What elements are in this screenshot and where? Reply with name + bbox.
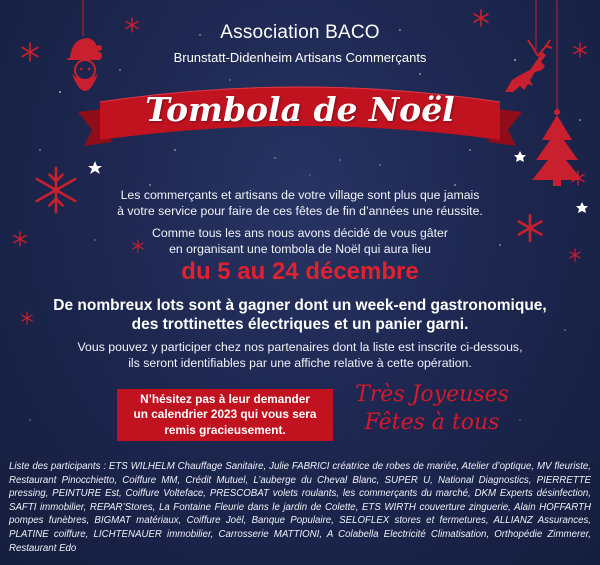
participants-list: Liste des participants : ETS WILHELM Chauffage Sanitaire, Julie FABRICI créatrice de robes de mariée, Atelier d’optique, MV fleuriste, Restaurant Pinocchietto, Coiffure MM, Crédit Mutuel, L’auberge du Cheval Blanc, SUPER U, National Diagnostics, PIERRETTE pressing, PEINTURE Est, Coiffure Volteface, PRESCOBAT volets roulants, les commerçants du marché, DKM Experts désinfection, SAFTI immobilier, REPAR’Stores, La Fontaine Fleurie dans le jardin de Colette, ETS WIRTH couverture zinguerie, Alain HOFFARTH pompes funèbres, BIGMAT matériaux, Coiffure Joël, Banque Populaire, SELOFLEX stores et fermetures, ALLIANZ Assurances, PLATINE coiffure, LICHTENAUER immobilier, Carrosserie MATTIONI, A Colabella Electricité Climatisation, Orthopédie Zimmerer, Restaurant Edo <box>9 461 591 554</box>
intro-line-2: à votre service pour faire de ces fêtes de fin d’années une réussite. <box>117 204 483 218</box>
prizes-paragraph <box>40 296 560 334</box>
announcement-paragraph <box>70 225 530 257</box>
banner-title: Tombola de Noël <box>145 90 455 129</box>
calendar-line-2: un calendrier 2023 qui vous sera <box>133 407 317 422</box>
announcement-line-2: en organisant une tombola de Noël qui aura lieu <box>169 242 431 256</box>
snowflake-icon <box>14 232 26 246</box>
wishes-line-1: Très Joyeuses <box>355 382 509 407</box>
prizes-line-1: De nombreux lots sont à gagner dont un week-end gastronomique, <box>53 297 547 314</box>
event-dates: du 5 au 24 décembre <box>181 258 419 285</box>
announcement-line-1: Comme tous les ans nous avons décidé de vous gâter <box>152 226 448 240</box>
santa-ornament-icon <box>66 0 102 91</box>
association-subtitle: Brunstatt-Didenheim Artisans Commerçants <box>173 50 427 65</box>
calendar-callout-box <box>117 389 333 441</box>
reindeer-ornament-icon <box>505 0 552 92</box>
participation-line-2: ils seront identifiables par une affiche relative à cette opération. <box>128 356 472 370</box>
calendar-line-1: N’hésitez pas à leur demander <box>140 391 310 406</box>
prizes-line-2: des trottinettes électriques et un panier garni. <box>131 316 469 333</box>
participation-paragraph <box>70 339 530 371</box>
participation-line-1: Vous pouvez y participer chez nos partenaires dont la liste est inscrite ci-dessous, <box>77 340 523 354</box>
snowflake-icon <box>22 312 32 324</box>
intro-paragraph <box>70 187 530 219</box>
intro-line-1: Les commerçants et artisans de votre village sont plus que jamais <box>120 188 480 202</box>
wishes-line-2: Fêtes à tous <box>364 410 500 435</box>
calendar-line-3: remis gracieusement. <box>164 422 286 437</box>
association-name: Association BACO <box>220 22 380 43</box>
